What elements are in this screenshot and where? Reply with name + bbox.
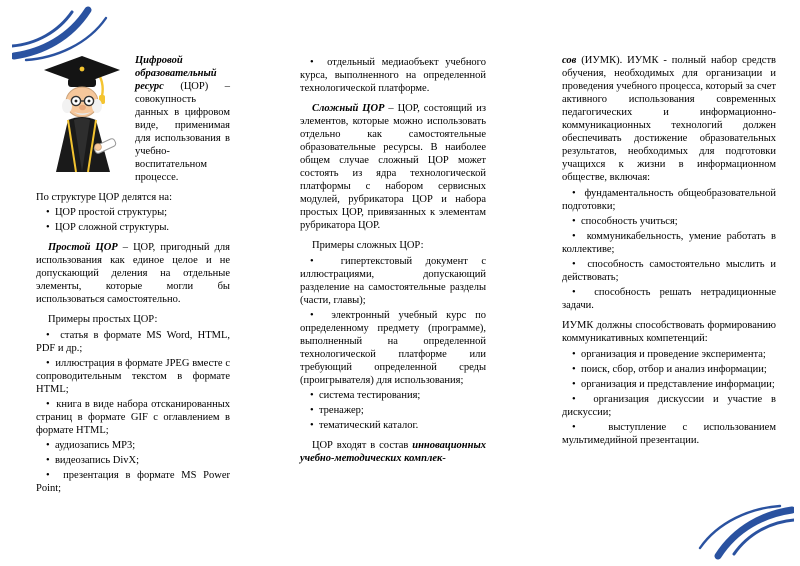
term-complex-cor-lead: Сложный ЦОР (312, 103, 385, 114)
list-item: • отдельный медиаобъект учебного курса, выполненного на определенной технологической платформе. (300, 56, 486, 95)
simple-examples-heading: Примеры простых ЦОР: (48, 314, 158, 325)
iumk-qualities-list (562, 187, 776, 312)
list-item: • статья в формате MS Word, HTML, PDF и др.; (36, 329, 230, 355)
list-item: • поиск, сбор, отбор и анализ информации; (562, 363, 776, 376)
complex-cor-paragraph (300, 102, 486, 232)
iumk-intro-pre: ЦОР входят в состав (312, 440, 413, 451)
complex-examples-list (300, 255, 486, 432)
list-item: • ЦОР простой структуры; (36, 206, 230, 219)
simple-cor-paragraph (36, 241, 230, 306)
list-item: • организация дискуссии и участие в дискуссии; (562, 393, 776, 419)
list-item: • тематический каталог. (300, 419, 486, 432)
list-item: • организация и проведение эксперимента; (562, 348, 776, 361)
list-item: • электронный учебный курс по определенному предмету (программе), выполненный на определенной технологической платформе или требующий определенной среды (проигрывателя) для использования; (300, 309, 486, 387)
list-item: • фундаментальность общеобразовательной подготовки; (562, 187, 776, 213)
list-item: • способность учиться; (562, 215, 776, 228)
iumk-word-continuation: сов (562, 55, 577, 66)
term-complex-cor-definition: – ЦОР, состоящий из элементов, которые можно использовать отдельно как самостоятельные образовательные ресурсы. В наиболее общем случае сложный ЦОР может состоять из ядра технологической платформы с набором сервисных модулей, рубрикатора ЦОР и набора простых ЦОР, привязанных к элементам рубрикатора ЦОР. (300, 103, 487, 231)
list-item: • способность решать нетрадиционные задачи. (562, 286, 776, 312)
list-item: • видеозапись DivX; (36, 454, 230, 467)
three-column-layout (36, 54, 776, 497)
list-item: • аудиозапись MP3; (36, 439, 230, 452)
list-item: • иллюстрация в формате JPEG вместе с сопроводительным текстом в формате HTML; (36, 357, 230, 396)
list-item: • ЦОР сложной структуры. (36, 221, 230, 234)
complex-examples-heading: Примеры сложных ЦОР: (312, 240, 424, 251)
list-item: • коммуникабельность, умение работать в коллективе; (562, 230, 776, 256)
iumk-competencies-paragraph: ИУМК должны способствовать формированию коммуникативных компетенций: (562, 320, 776, 344)
iumk-definition-paragraph (562, 54, 776, 184)
iumk-intro-emph: инновационных учебно-методических комплек- (300, 440, 486, 464)
list-item: • тренажер; (300, 404, 486, 417)
iumk-definition-text: (ИУМК). ИУМК - полный набор средств обучения, необходимых для организации и проведения учебного процесса, который за счет активного использования современных педагогических и информационно-коммуникационных технологий должен обеспечивать достижение образовательных результатов, необходимых для подготовки учащихся к жизни в информационном обществе, включая: (562, 55, 776, 183)
list-item: • презентация в формате MS Power Point; (36, 469, 230, 495)
term-simple-cor-lead: Простой ЦОР (48, 242, 118, 253)
list-item: • система тестирования; (300, 389, 486, 402)
iumk-competencies-list (562, 348, 776, 447)
list-item: • способность самостоятельно мыслить и действовать; (562, 258, 776, 284)
simple-examples-list (36, 329, 230, 495)
list-item: • книга в виде набора отсканированных страниц в формате GIF с оглавлением в формате HTML; (36, 398, 230, 437)
term-cor-definition: (ЦОР) – совокупность данных в цифровом виде, применимая для использования в учебно-воспитательном процессе. (135, 81, 230, 183)
list-item: • организация и представление информации; (562, 378, 776, 391)
iumk-intro-paragraph (300, 439, 486, 465)
scholar-illustration (36, 54, 128, 174)
structure-list (36, 206, 230, 234)
bottom-right-swoosh-icon (684, 504, 794, 562)
term-simple-cor-definition: – ЦОР, пригодный для использования как единое целое и не допускающий деления на отдельные элементы, которые могли бы использоваться самостоятельно. (36, 242, 230, 305)
list-item: • выступление с использованием мультимедийной презентации. (562, 421, 776, 447)
simple-examples-continuation-list (300, 56, 486, 95)
column-left (36, 54, 230, 497)
structure-heading: По структуре ЦОР делятся на: (36, 192, 172, 203)
list-item: • гипертекстовый документ с иллюстрациями, допускающий разделение на самостоятельные разделы (части, главы); (300, 255, 486, 307)
column-middle (300, 54, 486, 497)
column-right (562, 54, 776, 497)
term-cor-lead: Цифровой образовательный ресурс (135, 55, 217, 92)
